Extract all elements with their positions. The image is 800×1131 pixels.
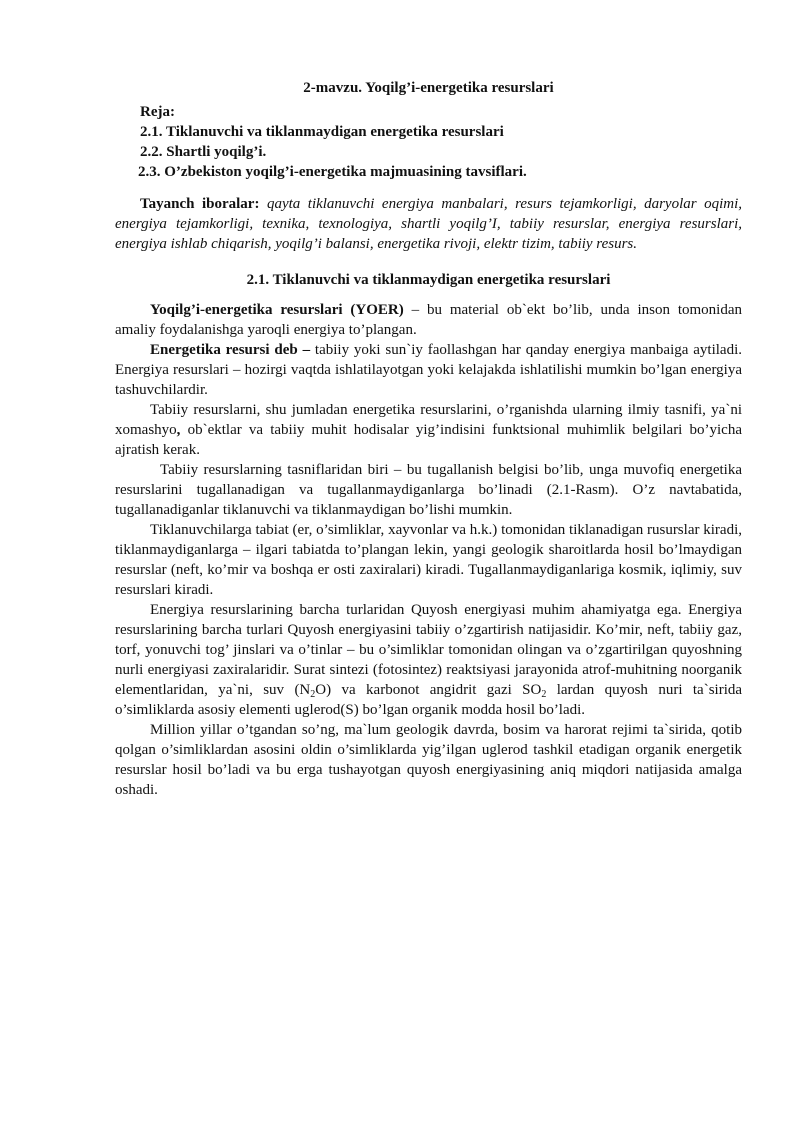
plan-item: 2.2. Shartli yoqilg’i. (140, 144, 267, 160)
plan-label: Reja: (140, 104, 175, 120)
section-heading: 2.1. Tiklanuvchi va tiklanmaydigan energetika resurslari (246, 272, 611, 288)
paragraph-quyosh-energiyasi (115, 600, 742, 720)
subscript: 2 (310, 689, 316, 700)
paragraph-yoer (115, 300, 742, 340)
paragraph-text: ob`ektlar va tabiiy muhit hodisalar yig’indisini funktsional muhimlik belgilari bo’yicha ajratish kerak. (115, 422, 742, 458)
paragraph-text: – bu material ob`ekt bo’lib, unda inson tomonidan amaliy foydalanishga yaroqli energiya to’plangan. (115, 302, 742, 338)
paragraph-tiklanuvchilar: Tiklanuvchilarga tabiat (er, o’simliklar, xayvonlar va h.k.) tomonidan tiklanadigan rusurslar kiradi, tiklanmaydiganlarga – ilgari tabiatda to’plangan lekin, yangi geologik sharoitlarda hosil bo’lmaydigan resurslar (neft, ko’mir va boshqa er osti zaxiralari) kiradi. Tugallanmaydiganlariga kosmik, iqlimiy, suv resurslari kiradi. (115, 522, 742, 598)
plan-block (140, 102, 742, 182)
paragraph-tugallanish: Tabiiy resurslarning tasniflaridan biri – bu tugallanish belgisi bo’lib, unga muvofiq energetika resurslarini tugallanadigan va tugallanmaydiganlarga bo’linadi (2.1-Rasm). O’z navtabatida, tugallanadiganlar tiklanuvchi va tiklanmaydigan bo’lishi mumkin. (115, 462, 742, 518)
paragraph-million-yillar: Million yillar o’tgandan so’ng, ma`lum geologik davrda, bosim va harorat rejimi ta`sirida, qotib qolgan o’simliklardan asosini oldin o’simliklarda yig’ilgan uglerod tashkil etadigan organik energetik resurslar hosil bo’ladi va bu erga tushayotgan quyosh energiyasining aniq miqdori natijasida amalga oshadi. (115, 722, 742, 798)
paragraph-text: Tabiiy resurslarni, shu jumladan energetika resurslarini, o’rganishda ularning ilmiy tasnifi, ya`ni xomashyo (115, 402, 742, 438)
keywords-paragraph (115, 194, 742, 254)
subscript: 2 (541, 689, 547, 700)
paragraph-energetika-resursi (115, 340, 742, 400)
bold-comma: , (176, 422, 181, 438)
term-yoer: Yoqilg’i-energetika resurslari (YOER) (150, 302, 404, 318)
plan-item: 2.1. Tiklanuvchi va tiklanmaydigan energetika resurslari (140, 124, 504, 140)
paragraph-text: lardan quyosh nuri ta`sirida o’simliklarda asosiy elementi uglerod(S) bo’lgan organik modda hosil bo’ladi. (115, 682, 743, 718)
keywords-text: qayta tiklanuvchi energiya manbalari, resurs tejamkorligi, daryolar oqimi, energiya tejamkorligi, texnika, texnologiya, shartli yoqilg’I, tabiiy resurslar, energiya resurslari, energiya ishlab chiqarish, yoqilg’i balansi, energetika rivoji, elektr tizim, tabiiy resurs. (115, 196, 742, 252)
document-page (115, 78, 742, 800)
paragraph-text: O) va karbonot angidrit gazi SO (315, 682, 542, 698)
keywords-label: Tayanch iboralar: (140, 196, 260, 212)
paragraph-tasnif (115, 400, 742, 460)
paragraph-text: tabiiy yoki sun`iy faollashgan har qanday energiya manbaiga aytiladi. Energiya resurslari – hozirgi vaqtda ishlatilayotgan yoki kelajakda ishlatilishi mumkin bo’lgan energiya tashuvchilardir. (115, 342, 742, 398)
plan-item: 2.3. O’zbekiston yoqilg’i-energetika majmuasining tavsiflari. (138, 164, 527, 180)
document-title: 2-mavzu. Yoqilg’i-energetika resurslari (303, 80, 554, 96)
paragraph-text: Energiya resurslarining barcha turlaridan Quyosh energiyasi muhim ahamiyatga ega. Energiya resurslarining barcha turlari Quyosh energiyasini tabiiy o’zgartirish natijasidir. Ko’mir, neft, tabiiy gaz, torf, yonuvchi tog’ jinslari va o’tinlar – bu o’simliklar tomonidan olingan va o’zgartirilgan quyoshning nurli energiyasi zaxiralaridir. Surat sintezi (fotosintez) reaktsiyasi jarayonida atrof-muhitning noorganik elementlaridan, ya`ni, suv (N (115, 602, 742, 698)
term-energetika-resursi: Energetika resursi deb – (150, 342, 311, 358)
